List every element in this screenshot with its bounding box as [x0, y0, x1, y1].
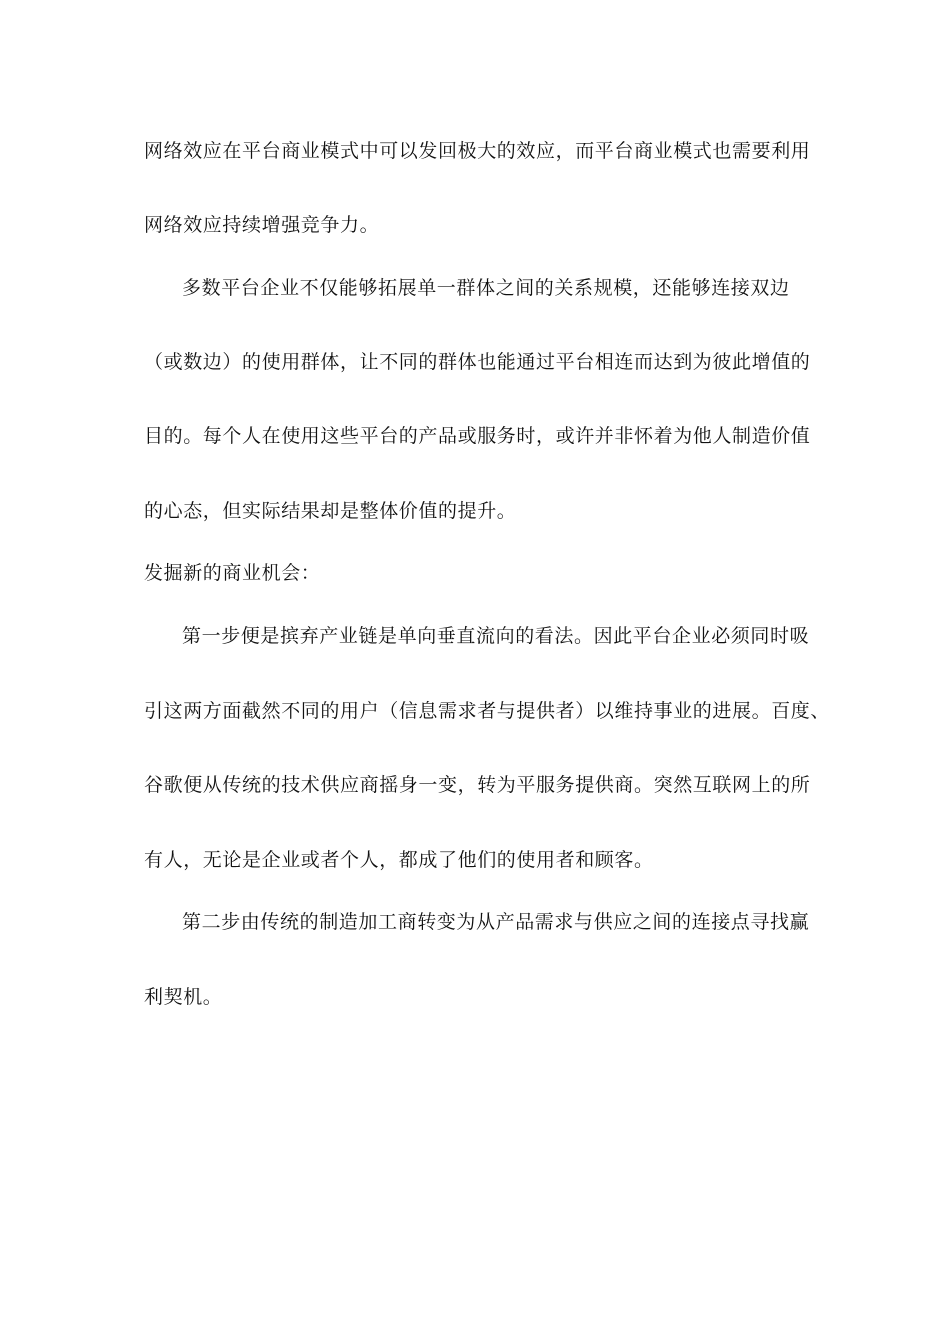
paragraph-3-line-2: 引这两方面截然不同的用户（信息需求者与提供者）以维持事业的进展。百度、	[144, 700, 831, 722]
paragraph-2-line-1: 多数平台企业不仅能够拓展单一群体之间的关系规模，还能够连接双边	[182, 277, 790, 299]
paragraph-2-line-3: 目的。每个人在使用这些平台的产品或服务时，或许并非怀着为他人制造价值	[144, 425, 811, 447]
paragraph-3-line-4: 有人，无论是企业或者个人，都成了他们的使用者和顾客。	[144, 849, 654, 871]
paragraph-3-line-3: 谷歌便从传统的技术供应商摇身一变，转为平服务提供商。突然互联网上的所	[144, 774, 811, 796]
paragraph-4-line-2: 利契机。	[144, 986, 223, 1008]
section-heading: 发掘新的商业机会：	[144, 562, 321, 584]
paragraph-3-line-1: 第一步便是摈弃产业链是单向垂直流向的看法。因此平台企业必须同时吸	[182, 625, 810, 647]
paragraph-1-line-1: 网络效应在平台商业模式中可以发回极大的效应，而平台商业模式也需要利用	[144, 140, 811, 162]
paragraph-4-line-1: 第二步由传统的制造加工商转变为从产品需求与供应之间的连接点寻找赢	[182, 911, 810, 933]
paragraph-2-line-2: （或数边）的使用群体，让不同的群体也能通过平台相连而达到为彼此增值的	[144, 351, 811, 373]
paragraph-1-line-2: 网络效应持续增强竞争力。	[144, 214, 380, 236]
paragraph-2-line-4: 的心态，但实际结果却是整体价值的提升。	[144, 500, 517, 522]
